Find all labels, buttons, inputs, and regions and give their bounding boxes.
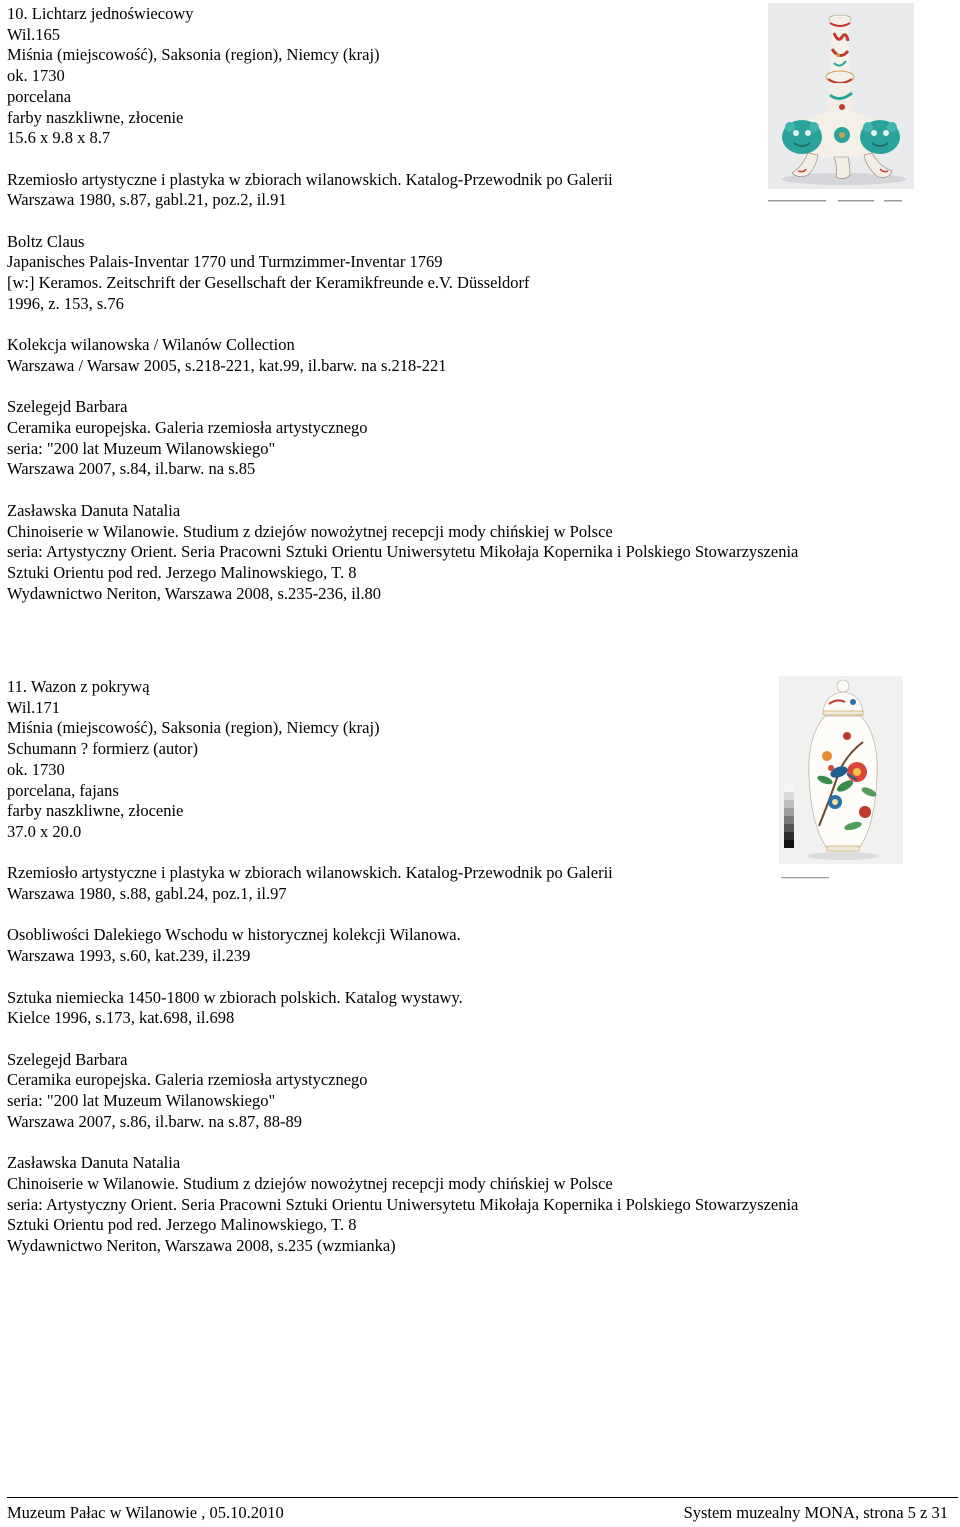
photo-caption-strip (768, 189, 914, 195)
bibliography-line: Warszawa 1980, s.87, gabl.21, poz.2, il.91 (7, 190, 287, 210)
bibliography-line: Zasławska Danuta Natalia (7, 500, 181, 520)
object-title: 10. Lichtarz jednoświecowy (7, 4, 194, 23)
object-author: Schumann ? formierz (autor) (7, 739, 199, 759)
bibliography-line: Osobliwości Dalekiego Wschodu w historycznej kolekcji Wilanowa. (7, 925, 461, 945)
bibliography-line: Warszawa 2007, s.84, il.barw. na s.85 (7, 459, 256, 479)
photo-caption-strip (779, 865, 903, 870)
bibliography-item (7, 397, 947, 480)
object-title: 11. Wazon z pokrywą (7, 677, 150, 696)
bibliography-item (7, 335, 947, 376)
caption-text-placeholder (779, 875, 903, 880)
bibliography-line: Rzemiosło artystyczne i plastyka w zbiorach wilanowskich. Katalog-Przewodnik po Galerii (7, 169, 613, 189)
vase-illustration (779, 676, 903, 864)
object-date: ok. 1730 (7, 759, 65, 779)
object-origin: Miśnia (miejscowość), Saksonia (region), Niemcy (kraj) (7, 45, 380, 65)
bibliography-line: Warszawa 1993, s.60, kat.239, il.239 (7, 946, 251, 966)
bibliography-line: Warszawa 2007, s.86, il.barw. na s.87, 88-89 (7, 1111, 302, 1131)
covered-vase-photo (779, 676, 903, 864)
bibliography-line: seria: "200 lat Muzeum Wilanowskiego" (7, 438, 276, 458)
bibliography-line: Warszawa / Warsaw 2005, s.218-221, kat.99, il.barw. na s.218-221 (7, 355, 447, 375)
object-technique: farby naszkliwne, złocenie (7, 107, 184, 127)
bibliography-line: seria: "200 lat Muzeum Wilanowskiego" (7, 1091, 276, 1110)
bibliography-line: seria: Artystyczny Orient. Seria Pracowni Sztuki Orientu Uniwersytetu Mikołaja Kopernika i Polskiego Stowarzyszenia (7, 542, 799, 562)
footer-museum-date: Muzeum Pałac w Wilanowie , 05.10.2010 (7, 1503, 284, 1522)
object-origin: Miśnia (miejscowość), Saksonia (region), Niemcy (kraj) (7, 718, 380, 738)
bibliography-item (7, 1153, 947, 1257)
bibliography-item (7, 988, 947, 1029)
grey-scale-bar (784, 784, 794, 848)
bibliography-line: Kielce 1996, s.173, kat.698, il.698 (7, 1008, 235, 1028)
bibliography-item (7, 232, 947, 315)
bibliography-item (7, 1050, 947, 1133)
footer-page-number: System muzealny MONA, strona 5 z 31 (683, 1503, 948, 1522)
inventory-number: Wil.171 (7, 697, 60, 717)
lion-mask-left (782, 120, 822, 154)
lion-mask-right (860, 120, 900, 154)
candlestick-photo (768, 3, 914, 189)
bibliography-line: 1996, z. 153, s.76 (7, 293, 124, 313)
inventory-number: Wil.165 (7, 24, 60, 44)
caption-text-placeholder (768, 198, 914, 204)
bibliography-line: Chinoiserie w Wilanowie. Studium z dziejów nowożytnej recepcji mody chińskiej w Polsce (7, 521, 613, 541)
bibliography-line: Japanisches Palais-Inventar 1770 und Turmzimmer-Inventar 1769 (7, 252, 443, 272)
bibliography-line: Zasławska Danuta Natalia (7, 1153, 181, 1173)
object-dimensions: 15.6 x 9.8 x 8.7 (7, 128, 111, 148)
bibliography-line: Boltz Claus (7, 231, 85, 251)
bibliography-line: Rzemiosło artystyczne i plastyka w zbiorach wilanowskich. Katalog-Przewodnik po Galerii (7, 863, 613, 883)
bibliography-line: Kolekcja wilanowska / Wilanów Collection (7, 335, 295, 355)
object-dimensions: 37.0 x 20.0 (7, 821, 82, 841)
candlestick-illustration (768, 3, 914, 189)
bibliography-line: Ceramika europejska. Galeria rzemiosła artystycznego (7, 418, 368, 437)
bibliography-item (7, 925, 947, 966)
footer-divider (7, 1497, 958, 1498)
bibliography-line: Wydawnictwo Neriton, Warszawa 2008, s.235-236, il.80 (7, 583, 382, 603)
bibliography-line: Ceramika europejska. Galeria rzemiosła artystycznego (7, 1070, 368, 1090)
bibliography-line: Szelegejd Barbara (7, 1049, 128, 1069)
bibliography-line: seria: Artystyczny Orient. Seria Pracowni Sztuki Orientu Uniwersytetu Mikołaja Kopernika i Polskiego Stowarzyszenia (7, 1194, 799, 1214)
bibliography-line: Sztuki Orientu pod red. Jerzego Malinowskiego, T. 8 (7, 1215, 357, 1235)
bibliography-line: Sztuka niemiecka 1450-1800 w zbiorach polskich. Katalog wystawy. (7, 987, 463, 1007)
bibliography-line: Wydawnictwo Neriton, Warszawa 2008, s.235 (wzmianka) (7, 1235, 396, 1255)
bibliography-line: Chinoiserie w Wilanowie. Studium z dziejów nowożytnej recepcji mody chińskiej w Polsce (7, 1173, 613, 1193)
object-material: porcelana, fajans (7, 780, 119, 800)
bibliography-line: Sztuki Orientu pod red. Jerzego Malinowskiego, T. 8 (7, 562, 357, 582)
object-technique: farby naszkliwne, złocenie (7, 801, 184, 821)
bibliography-item (7, 501, 947, 605)
bibliography-line: [w:] Keramos. Zeitschrift der Gesellschaft der Keramikfreunde e.V. Düsseldorf (7, 273, 530, 293)
bibliography-line: Warszawa 1980, s.88, gabl.24, poz.1, il.97 (7, 884, 287, 904)
object-date: ok. 1730 (7, 66, 65, 86)
object-material: porcelana (7, 86, 72, 106)
bibliography-line: Szelegejd Barbara (7, 397, 128, 417)
